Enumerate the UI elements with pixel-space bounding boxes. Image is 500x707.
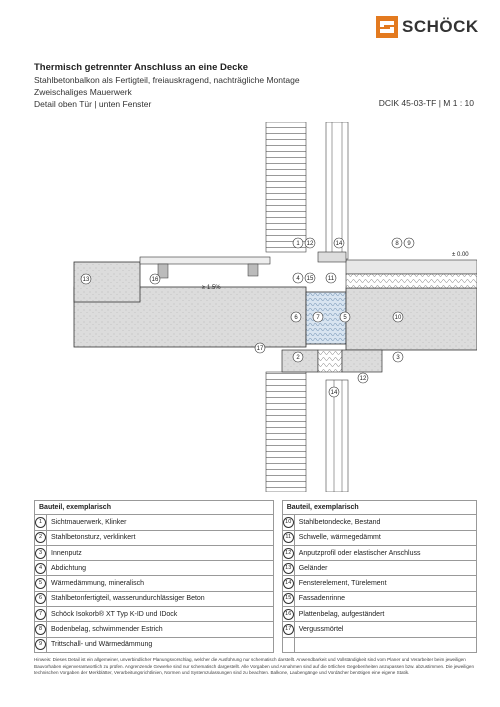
table-row: [35, 607, 477, 622]
section-drawing: [34, 122, 477, 492]
svg-text:17: 17: [256, 346, 264, 352]
part-number: [35, 576, 47, 591]
part-number-circle: 5: [35, 578, 46, 589]
svg-text:6: 6: [294, 315, 298, 321]
impact-insulation: [346, 274, 477, 288]
marker-14b: [329, 387, 339, 397]
svg-text:12: 12: [306, 241, 314, 247]
table-row: [35, 622, 477, 637]
part-name: Fassadenrinne: [294, 591, 476, 606]
svg-text:3: 3: [396, 355, 400, 361]
marker-16: [150, 274, 160, 284]
part-name: Innenputz: [47, 545, 274, 560]
part-number-circle: 6: [35, 593, 46, 604]
lintel-right: [342, 350, 382, 372]
part-number-circle: 12: [283, 548, 294, 559]
part-name: Anputzprofil oder elastischer Anschluss: [294, 545, 476, 560]
part-name: Abdichtung: [47, 561, 274, 576]
paving-plates: [140, 257, 270, 264]
part-name: Bodenbelag, schwimmender Estrich: [47, 622, 274, 637]
part-number-circle: 7: [35, 609, 46, 620]
svg-text:13: 13: [82, 277, 90, 283]
part-name: Sichtmauerwerk, Klinker: [47, 515, 274, 530]
part-number-circle: 3: [35, 548, 46, 559]
part-number: [282, 530, 294, 545]
svg-text:5: 5: [343, 315, 347, 321]
marker-4: [293, 273, 303, 283]
threshold: [318, 252, 346, 262]
masonry-outer-lower: [266, 372, 306, 492]
part-name: Vergussmörtel: [294, 622, 476, 637]
part-number: [35, 607, 47, 622]
part-number: [282, 591, 294, 606]
level-label: ± 0.00: [452, 252, 469, 258]
part-number: [35, 591, 47, 606]
part-number: [282, 545, 294, 560]
part-number: [35, 545, 47, 560]
part-number: [282, 515, 294, 530]
marker-8: [392, 238, 402, 248]
table-row: [35, 545, 477, 560]
svg-text:14: 14: [330, 390, 338, 396]
part-number-circle: 16: [283, 609, 294, 620]
marker-5: [340, 312, 350, 322]
part-number: [35, 561, 47, 576]
table-row: [35, 576, 477, 591]
slope-label: ≥ 1.5%: [202, 285, 221, 291]
part-number-circle: 14: [283, 578, 294, 589]
svg-text:16: 16: [151, 277, 159, 283]
part-name: Stahlbetonfertigteil, wasserundurchlässiger Beton: [47, 591, 274, 606]
part-number: [35, 622, 47, 637]
part-number-circle: 1: [35, 517, 46, 528]
part-number: [35, 637, 47, 652]
subtitle-line-3: Detail oben Tür | unten Fenster: [34, 99, 152, 109]
existing-slab: [346, 288, 477, 350]
marker-7: [313, 312, 323, 322]
part-number-circle: 13: [283, 563, 294, 574]
disclaimer-note: Hinweis: Dieses Detail ist ein allgemeiner, unverbindlicher Planungsvorschlag, welcher die Ausführung nur schematisch darstellt. Anwendbarkeit und Vollständigkeit sind vom Planer und Verarbeiter beim jeweiligen Bauvorhaben eigenverantwortlich zu prüfen. Angrenzende Gewerke sind nur schematisch dargestellt. Alle Vorgaben und Annahmen sind auf die örtlichen Gegebenheiten anzupassen bzw. abzustimmen. Die jeweiligen technischen Vorgaben der Merkblätter, Verarbeitungsrichtlinien, Normen und Systemzulassungen sind zu beachten. Balkone, Laubengänge und Vordächer benötigen eine eigene Statik.: [34, 657, 474, 676]
svg-text:14: 14: [335, 241, 343, 247]
part-name: Stahlbetonsturz, verklinkert: [47, 530, 274, 545]
part-name: [294, 637, 476, 652]
part-number: [282, 576, 294, 591]
drawing-reference: DCIK 45-03-TF | M 1 : 10: [378, 98, 474, 108]
marker-15: [305, 273, 315, 283]
svg-text:4: 4: [296, 276, 300, 282]
part-number-circle: 11: [283, 532, 294, 543]
table-row: [35, 561, 477, 576]
marker-12b: [358, 373, 368, 383]
marker-2: [293, 352, 303, 362]
svg-text:12: 12: [359, 376, 367, 382]
part-number: [35, 530, 47, 545]
table-row: [35, 515, 477, 530]
floor-screed: [346, 260, 477, 274]
marker-1: [293, 238, 303, 248]
subtitle-line-2: Zweischaliges Mauerwerk: [34, 87, 132, 97]
svg-text:15: 15: [306, 276, 314, 282]
left-table-header: Bauteil, exemplarisch: [35, 501, 274, 515]
marker-12: [305, 238, 315, 248]
part-number-circle: 10: [283, 517, 294, 528]
right-table-header: Bauteil, exemplarisch: [282, 501, 476, 515]
part-number-circle: 2: [35, 532, 46, 543]
marker-14: [334, 238, 344, 248]
part-number: [282, 561, 294, 576]
part-number-circle: 15: [283, 593, 294, 604]
table-row: [35, 591, 477, 606]
part-number: [35, 515, 47, 530]
document-header: [34, 62, 474, 110]
subtitle-line-1: Stahlbetonbalkon als Fertigteil, freiauskragend, nachträgliche Montage: [34, 75, 300, 85]
svg-text:9: 9: [407, 241, 411, 247]
marker-9: [404, 238, 414, 248]
brand-name: SCHÖCK: [402, 17, 479, 36]
marker-13: [81, 274, 91, 284]
svg-text:1: 1: [296, 241, 300, 247]
lintel-insulation: [318, 350, 342, 372]
part-number: [282, 622, 294, 637]
schoeck-logo-icon: [376, 16, 398, 38]
marker-17: [255, 343, 265, 353]
part-name: Stahlbetondecke, Bestand: [294, 515, 476, 530]
part-name: Schwelle, wärmegedämmt: [294, 530, 476, 545]
marker-10: [393, 312, 403, 322]
marker-6: [291, 312, 301, 322]
marker-3: [393, 352, 403, 362]
svg-text:2: 2: [296, 355, 300, 361]
inner-wall-lower: [326, 380, 348, 492]
part-name: Wärmedämmung, mineralisch: [47, 576, 274, 591]
table-row: [35, 530, 477, 545]
part-number: [282, 637, 294, 652]
page-title: Thermisch getrennter Anschluss an eine Decke: [34, 62, 249, 73]
part-name: Fensterelement, Türelement: [294, 576, 476, 591]
part-number-circle: 8: [35, 624, 46, 635]
part-name: Plattenbelag, aufgeständert: [294, 607, 476, 622]
parts-table: [34, 500, 477, 653]
part-number-circle: 4: [35, 563, 46, 574]
part-number-circle: 9: [35, 639, 46, 650]
svg-text:10: 10: [394, 315, 402, 321]
svg-text:7: 7: [316, 315, 320, 321]
part-number: [282, 607, 294, 622]
part-name: Geländer: [294, 561, 476, 576]
marker-11: [326, 273, 336, 283]
part-number-circle: 17: [283, 624, 294, 635]
masonry-outer-upper: [266, 122, 306, 252]
table-row: [35, 637, 477, 652]
svg-text:8: 8: [395, 241, 399, 247]
svg-text:11: 11: [327, 276, 335, 282]
brand-logo: [376, 16, 479, 38]
part-name: Trittschall- und Wärmedämmung: [47, 637, 274, 652]
part-name: Schöck Isokorb® XT Typ K-ID und IDock: [47, 607, 274, 622]
